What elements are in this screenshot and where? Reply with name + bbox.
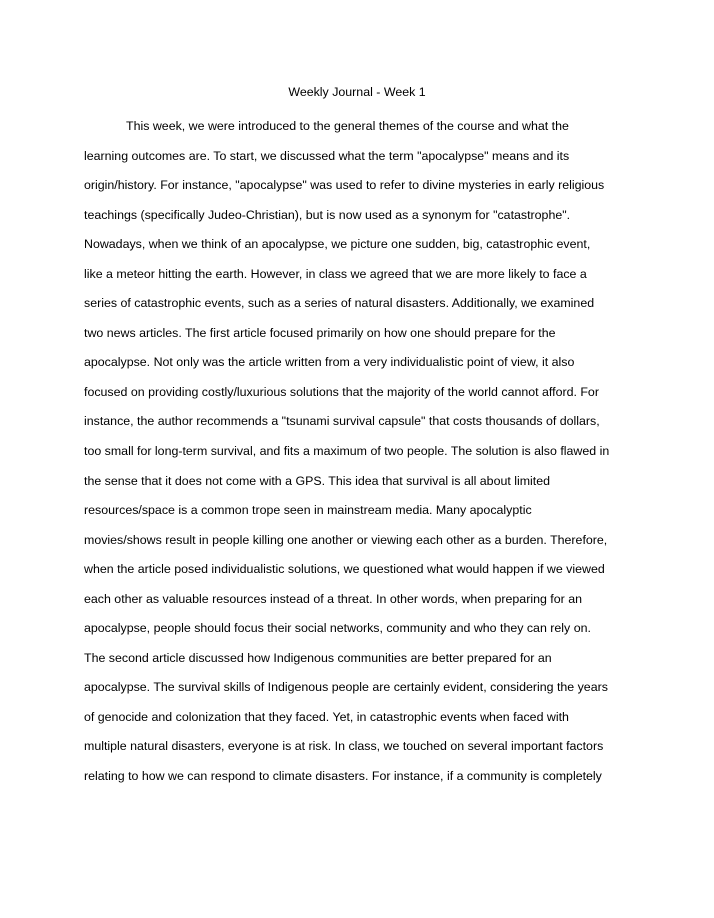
paragraph-line: multiple natural disasters, everyone is at risk. In class, we touched on several important factors (84, 739, 604, 754)
page-title: Weekly Journal - Week 1 (288, 85, 426, 99)
paragraph-line: learning outcomes are. To start, we discussed what the term "apocalypse" means and its (84, 148, 570, 163)
paragraph-line: of genocide and colonization that they faced. Yet, in catastrophic events when faced with (84, 709, 569, 724)
paragraph-line: apocalypse, people should focus their social networks, community and who they can rely on. (84, 621, 591, 636)
paragraph-line: instance, the author recommends a "tsunami survival capsule" that costs thousands of dollars, (84, 414, 600, 429)
paragraph-line: resources/space is a common trope seen in mainstream media. Many apocalyptic (84, 503, 532, 518)
paragraph-line: This week, we were introduced to the general themes of the course and what the (126, 119, 569, 133)
paragraph-line: focused on providing costly/luxurious solutions that the majority of the world cannot afford. For (84, 384, 599, 399)
paragraph-line: series of catastrophic events, such as a series of natural disasters. Additionally, we examined (84, 296, 595, 311)
paragraph-line: too small for long-term survival, and fits a maximum of two people. The solution is also flawed in (84, 444, 610, 459)
paragraph-line: apocalypse. The survival skills of Indigenous people are certainly evident, considering the years (84, 680, 608, 695)
paragraph-line: each other as valuable resources instead of a threat. In other words, when preparing for an (84, 591, 582, 606)
paragraph-line: teachings (specifically Judeo-Christian), but is now used as a synonym for "catastrophe". (84, 207, 571, 222)
paragraph-line: the sense that it does not come with a GPS. This idea that survival is all about limited (84, 473, 551, 488)
paragraph-line: movies/shows result in people killing one another or viewing each other as a burden. Therefore, (84, 532, 608, 547)
paragraph-line: The second article discussed how Indigenous communities are better prepared for an (84, 650, 552, 665)
paragraph-line: origin/history. For instance, "apocalypse" was used to refer to divine mysteries in early religious (84, 178, 605, 193)
journal-body (84, 118, 644, 798)
paragraph-line: two news articles. The first article focused primarily on how one should prepare for the (84, 325, 556, 340)
paragraph-line: relating to how we can respond to climate disasters. For instance, if a community is completely (84, 769, 602, 784)
paragraph-line: like a meteor hitting the earth. However, in class we agreed that we are more likely to face a (84, 266, 587, 281)
paragraph-line: Nowadays, when we think of an apocalypse, we picture one sudden, big, catastrophic event, (84, 237, 591, 252)
paragraph-line: apocalypse. Not only was the article written from a very individualistic point of view, it also (84, 355, 575, 370)
paragraph-line: when the article posed individualistic solutions, we questioned what would happen if we viewed (84, 562, 605, 577)
